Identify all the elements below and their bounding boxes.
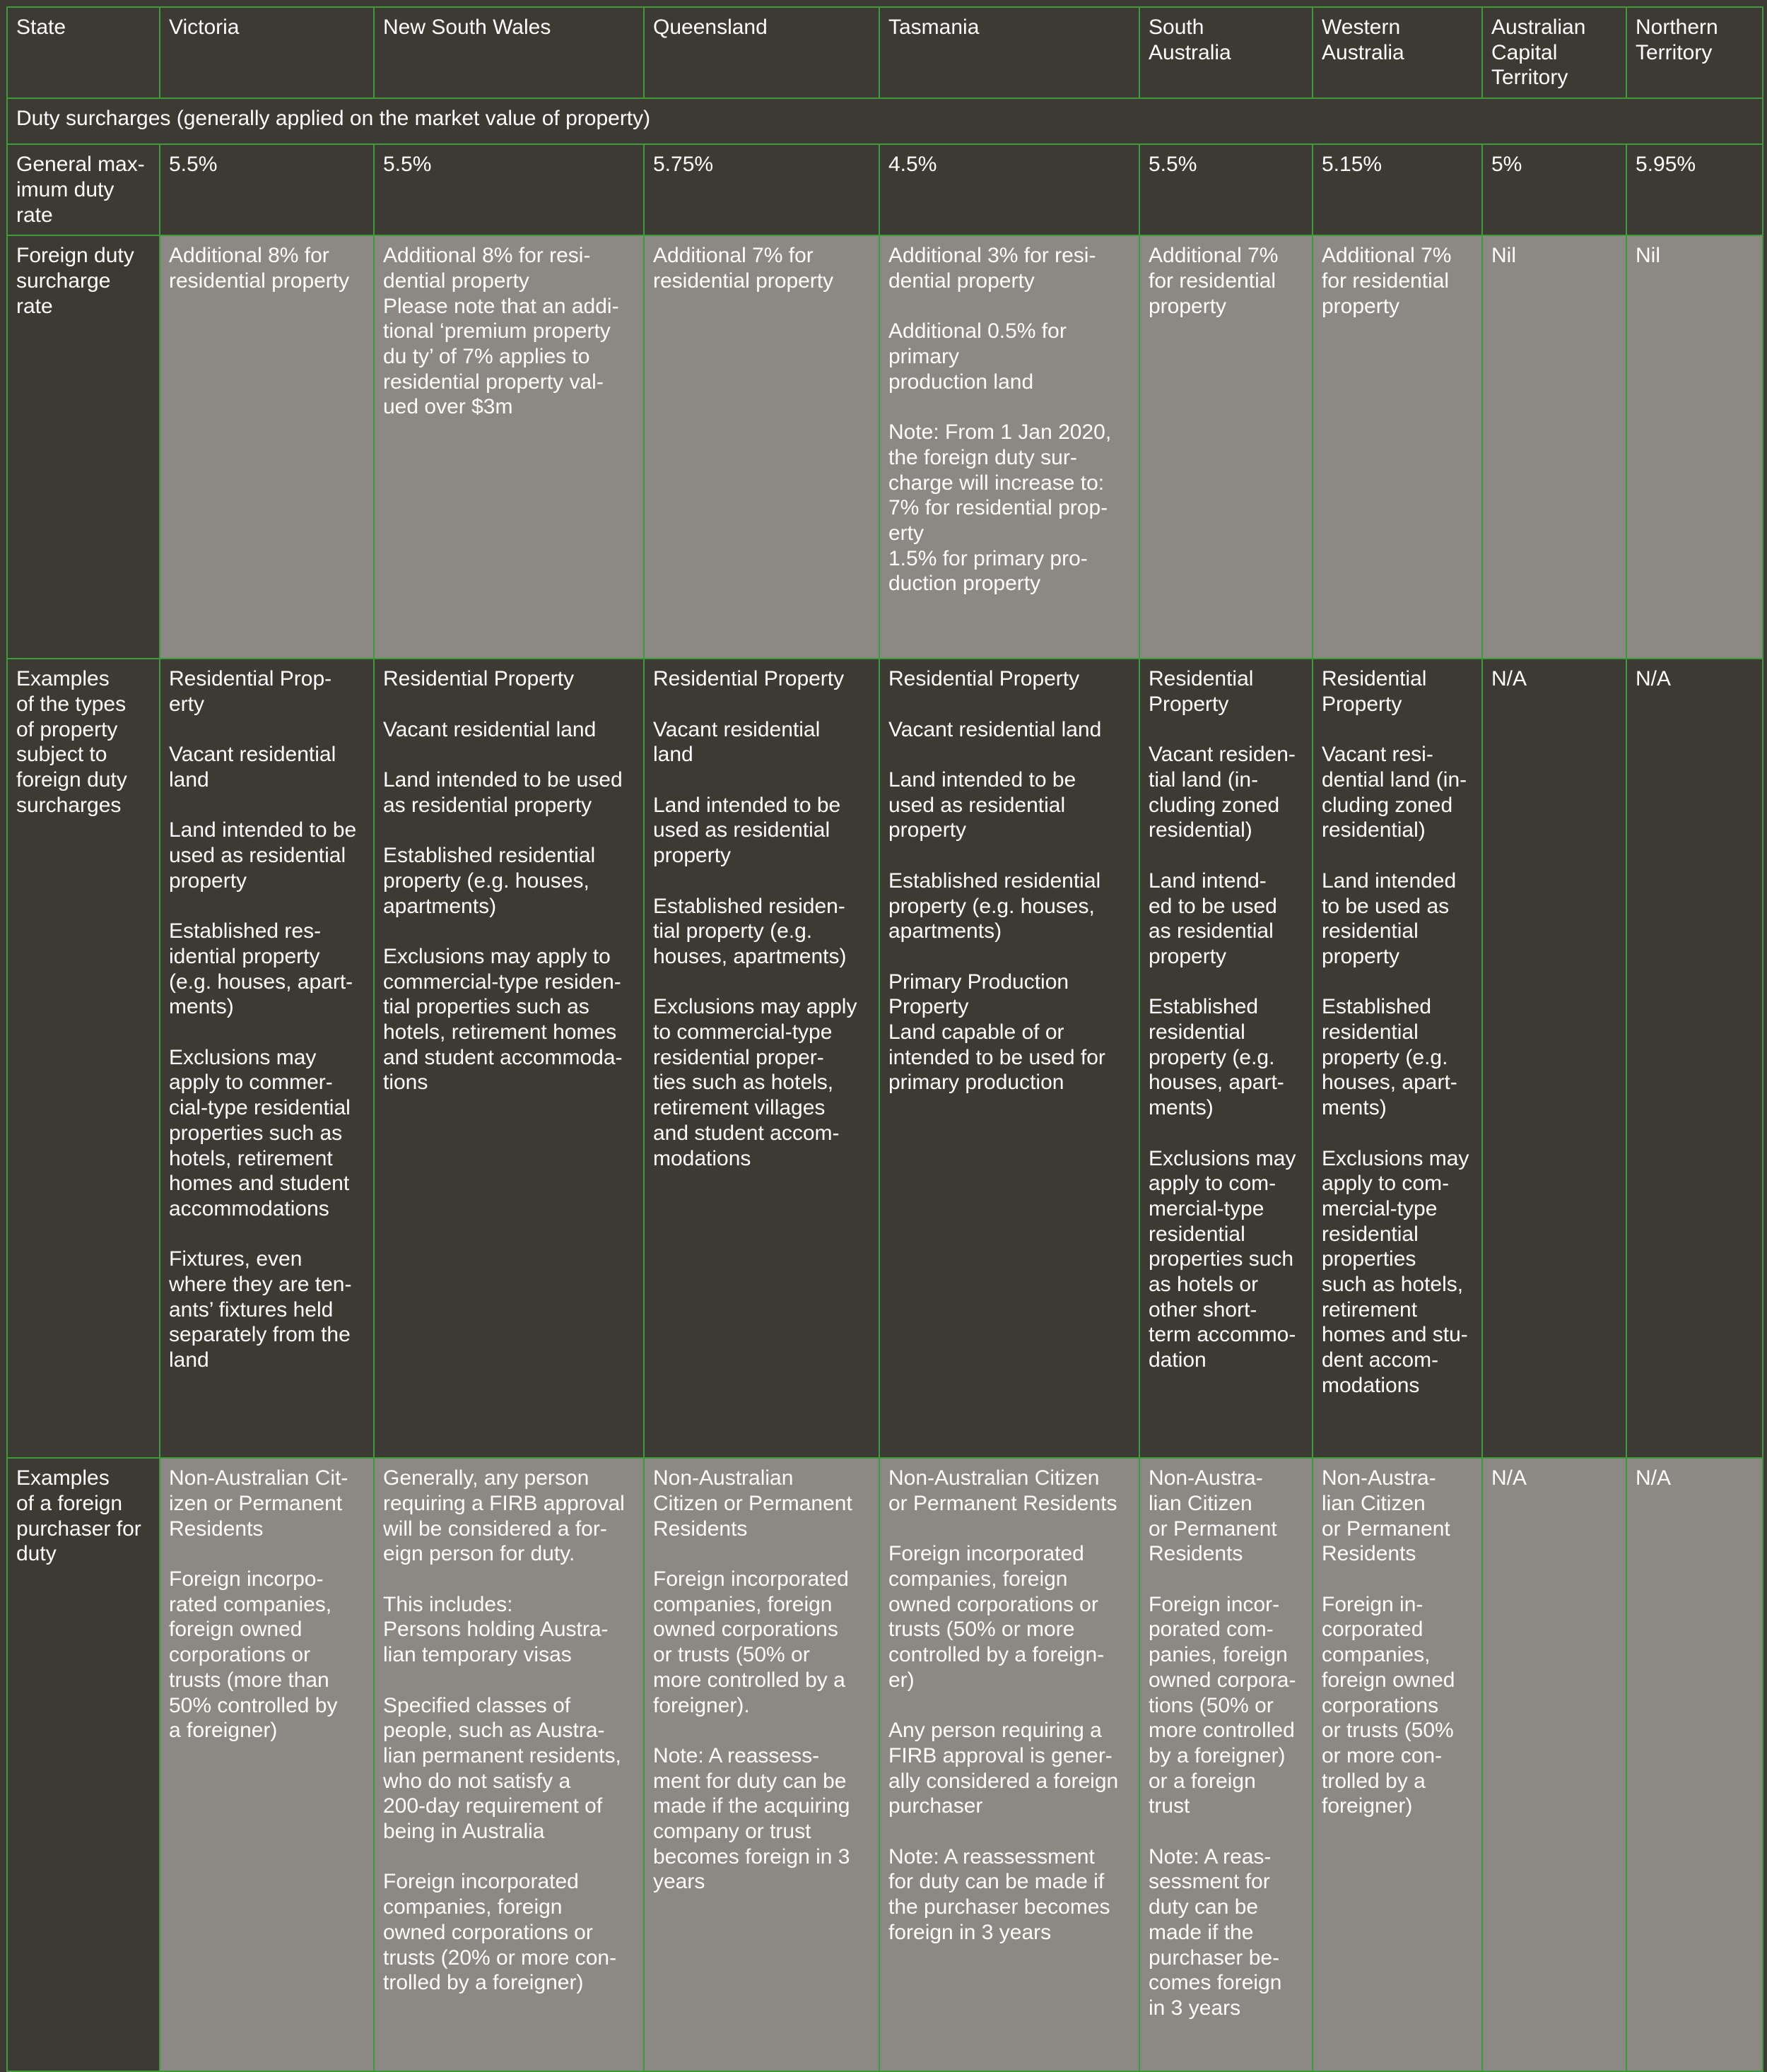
table-cell	[1139, 235, 1313, 659]
cell-paragraph: Land intended to be used as residential property	[888, 768, 1076, 842]
table-cell	[644, 1458, 879, 2071]
table-cell	[374, 235, 644, 659]
table-cell	[644, 144, 879, 235]
column-label: Tasmania	[888, 16, 980, 39]
cell-paragraph: Land intended to be used as residential property	[169, 818, 357, 893]
row-label	[7, 235, 160, 659]
cell-paragraph: Vacant residential land	[653, 717, 821, 767]
row-label-text: General max- imum duty rate	[16, 153, 145, 227]
header-queensland	[644, 7, 879, 98]
cell-paragraph: Non-Australian Citizen or Permanent Residents	[888, 1466, 1117, 1515]
table-cell	[1482, 1458, 1626, 2071]
cell-paragraph: Residential Property	[383, 667, 575, 691]
cell-paragraph: Fixtures, even where they are ten- ants’ fixtures held separately from the land	[169, 1247, 352, 1372]
cell-paragraph: Established residential property (e.g. houses, apart- ments)	[1149, 995, 1284, 1120]
cell-paragraph: Established residential property (e.g. houses, apart- ments)	[1322, 995, 1457, 1120]
cell-paragraph: Note: A reassessment for duty can be made if the purchaser becomes foreign in 3 years	[888, 1844, 1110, 1944]
cell-text: N/A	[1491, 1466, 1527, 1490]
cell-paragraph: This includes: Persons holding Austra- lian temporary visas	[383, 1592, 609, 1667]
cell-paragraph: Note: From 1 Jan 2020, the foreign duty sur- charge will increase to: 7% for residential prop- erty 1.5% for primary pro- duction property	[888, 420, 1112, 596]
column-label: Australian Capital Territory	[1491, 16, 1586, 90]
cell-paragraph: Foreign incorporated companies, foreign owned corporations or trusts (20% or more con- trolled by a foreigner)	[383, 1870, 617, 1995]
table-cell	[1626, 1458, 1763, 2071]
section-heading-text: Duty surcharges (generally applied on the market value of property)	[16, 107, 651, 131]
cell-paragraph: Vacant resi- dential land (in- cluding zoned residential)	[1322, 743, 1467, 842]
table-cell	[1626, 144, 1763, 235]
cell-paragraph: Residential Property	[1322, 667, 1427, 716]
row-label	[7, 144, 160, 235]
cell-text: 5.5%	[383, 153, 432, 177]
cell-paragraph: Foreign incorporated companies, foreign owned corporations or trusts (50% or more controlled by a foreigner).	[653, 1567, 849, 1717]
cell-paragraph: Land intended to be used as residential property	[653, 793, 841, 868]
table-cell	[1139, 1458, 1313, 2071]
column-label: Northern Territory	[1636, 16, 1718, 64]
cell-paragraph: Note: A reassess- ment for duty can be made if the acquiring company or trust becomes foreign in 3 years	[653, 1743, 850, 1894]
cell-paragraph: Residential Property	[1149, 667, 1254, 716]
header-act	[1482, 7, 1626, 98]
cell-paragraph: Vacant residential land	[169, 743, 336, 792]
row-label	[7, 1458, 160, 2071]
table-cell	[160, 659, 374, 1458]
cell-paragraph: Exclusions may apply to com- mercial-type residential properties such as hotels, retirement homes and stu- dent accom- modations	[1322, 1146, 1469, 1397]
cell-text: 5.5%	[169, 153, 218, 177]
cell-paragraph: Specified classes of people, such as Austra- lian permanent residents, who do not satisfy a 200-day requirement of being in Australia	[383, 1693, 621, 1844]
cell-text: Additional 7% for residential property	[1149, 244, 1279, 318]
cell-text: 5.15%	[1322, 153, 1383, 177]
cell-paragraph: Established residential property (e.g. houses, apartments)	[383, 844, 596, 918]
table-cell	[644, 659, 879, 1458]
duty-comparison-table	[6, 6, 1763, 2072]
row-label-text: Examples of a foreign purchaser for duty	[16, 1466, 141, 1566]
cell-paragraph: Residential Prop- erty	[169, 667, 332, 716]
header-row	[7, 7, 1763, 98]
cell-paragraph: Vacant residential land	[383, 717, 597, 741]
cell-paragraph: Non-Australian Citizen or Permanent Residents	[653, 1466, 852, 1541]
cell-paragraph: Non-Austra- lian Citizen or Permanent Residents	[1149, 1466, 1277, 1566]
cell-text: N/A	[1636, 1466, 1672, 1490]
header-northern-territory	[1626, 7, 1763, 98]
cell-paragraph: Note: A reas- sessment for duty can be made if the purchaser be- comes foreign in 3 years	[1149, 1844, 1282, 2020]
table-cell	[1313, 1458, 1482, 2071]
row-label	[7, 659, 160, 1458]
cell-paragraph: Exclusions may apply to commercial-type residential proper- ties such as hotels, retirement villages and student accom- modations	[653, 995, 857, 1170]
cell-text: Additional 8% for residential property	[169, 244, 350, 293]
cell-text: Nil	[1491, 244, 1516, 268]
table-cell	[879, 659, 1139, 1458]
table-cell	[1626, 235, 1763, 659]
table-cell	[1139, 144, 1313, 235]
header-new-south-wales	[374, 7, 644, 98]
row-general-max-duty	[7, 144, 1763, 235]
cell-paragraph: Residential Property	[888, 667, 1080, 691]
column-label: New South Wales	[383, 16, 551, 39]
cell-paragraph: Established residen- tial property (e.g. houses, apartments)	[653, 894, 847, 968]
cell-paragraph: Foreign in- corporated companies, foreign owned corporations or trusts (50% or more con- trolled by a foreigner)	[1322, 1592, 1455, 1818]
section-row	[7, 98, 1763, 144]
table-cell	[374, 1458, 644, 2071]
cell-text: 5.95%	[1636, 153, 1696, 177]
cell-text: Nil	[1636, 244, 1660, 268]
table-cell	[374, 144, 644, 235]
cell-paragraph: Vacant residen- tial land (in- cluding zoned residential)	[1149, 743, 1296, 842]
cell-text: N/A	[1636, 667, 1672, 691]
cell-paragraph: Exclusions may apply to commercial-type residen- tial properties such as hotels, retirement homes and student accommoda- tions	[383, 944, 623, 1095]
section-heading	[7, 98, 1763, 144]
cell-text: 5%	[1491, 153, 1522, 177]
header-state	[7, 7, 160, 98]
table-cell	[1482, 659, 1626, 1458]
cell-paragraph: Non-Austra- lian Citizen or Permanent Residents	[1322, 1466, 1450, 1566]
row-property-types	[7, 659, 1763, 1458]
cell-text: Additional 7% for residential property	[1322, 244, 1452, 318]
cell-text: 4.5%	[888, 153, 937, 177]
column-label: South Australia	[1149, 16, 1231, 64]
cell-paragraph: Exclusions may apply to commer- cial-type residential properties such as hotels, retirement homes and student accommodations	[169, 1045, 351, 1220]
column-label: Queensland	[653, 16, 768, 39]
row-foreign-duty-surcharge	[7, 235, 1763, 659]
table-cell	[879, 235, 1139, 659]
cell-paragraph: Exclusions may apply to com- mercial-type residential properties such as hotels or other short- term accommo- dation	[1149, 1146, 1296, 1372]
table-cell	[644, 235, 879, 659]
duty-comparison-table-container	[6, 6, 1762, 2072]
cell-paragraph: Established residential property (e.g. houses, apartments)	[888, 869, 1101, 943]
row-foreign-purchaser	[7, 1458, 1763, 2071]
header-victoria	[160, 7, 374, 98]
cell-paragraph: Vacant residential land	[888, 717, 1102, 741]
cell-paragraph: Generally, any person requiring a FIRB approval will be considered a for- eign person for duty.	[383, 1466, 625, 1566]
cell-paragraph: Land intended to be used as residential property	[1322, 869, 1457, 968]
table-cell	[374, 659, 644, 1458]
header-state-label: State	[16, 16, 66, 39]
table-cell	[879, 1458, 1139, 2071]
column-label: Western Australia	[1322, 16, 1404, 64]
cell-paragraph: Residential Property	[653, 667, 845, 691]
cell-text: 5.75%	[653, 153, 714, 177]
cell-paragraph: Any person requiring a FIRB approval is gener- ally considered a foreign purchaser	[888, 1719, 1119, 1818]
cell-paragraph: Additional 3% for resi- dential property	[888, 244, 1096, 293]
table-cell	[1139, 659, 1313, 1458]
table-cell	[1626, 659, 1763, 1458]
cell-paragraph: Foreign incorporated companies, foreign owned corporations or trusts (50% or more controlled by a foreign- er)	[888, 1542, 1105, 1692]
row-label-text: Foreign duty surcharge rate	[16, 244, 134, 318]
cell-text: Additional 7% for residential property	[653, 244, 834, 293]
cell-text: N/A	[1491, 667, 1527, 691]
cell-paragraph: Land intend- ed to be used as residential property	[1149, 869, 1277, 968]
cell-paragraph: Foreign incorpo- rated companies, foreign owned corporations or trusts (more than 50% controlled by a foreigner)	[169, 1567, 338, 1743]
cell-paragraph: Additional 0.5% for primary production land	[888, 319, 1067, 394]
table-cell	[1313, 144, 1482, 235]
table-cell	[879, 144, 1139, 235]
header-tasmania	[879, 7, 1139, 98]
cell-paragraph: Primary Production Property Land capable of or intended to be used for primary production	[888, 970, 1105, 1095]
table-cell	[1313, 659, 1482, 1458]
cell-text: 5.5%	[1149, 153, 1197, 177]
table-cell	[1482, 235, 1626, 659]
cell-paragraph: Land intended to be used as residential property	[383, 768, 623, 817]
cell-paragraph: Foreign incor- porated com- panies, foreign owned corpora- tions (50% or more controlled by a foreigner) or a foreign trust	[1149, 1592, 1296, 1818]
row-label-text: Examples of the types of property subject to foreign duty surcharges	[16, 667, 127, 817]
column-label: Victoria	[169, 16, 240, 39]
table-cell	[160, 1458, 374, 2071]
header-south-australia	[1139, 7, 1313, 98]
cell-text: Additional 8% for resi- dential property Please note that an addi- tional ‘premium property du ty’ of 7% applies to residential property val- ued over $3m	[383, 244, 619, 419]
table-cell	[1313, 235, 1482, 659]
table-cell	[1482, 144, 1626, 235]
table-cell	[160, 235, 374, 659]
header-western-australia	[1313, 7, 1482, 98]
cell-paragraph: Non-Australian Cit- izen or Permanent Residents	[169, 1466, 348, 1541]
table-cell	[160, 144, 374, 235]
cell-paragraph: Established res- idential property (e.g. houses, apart- ments)	[169, 919, 353, 1019]
